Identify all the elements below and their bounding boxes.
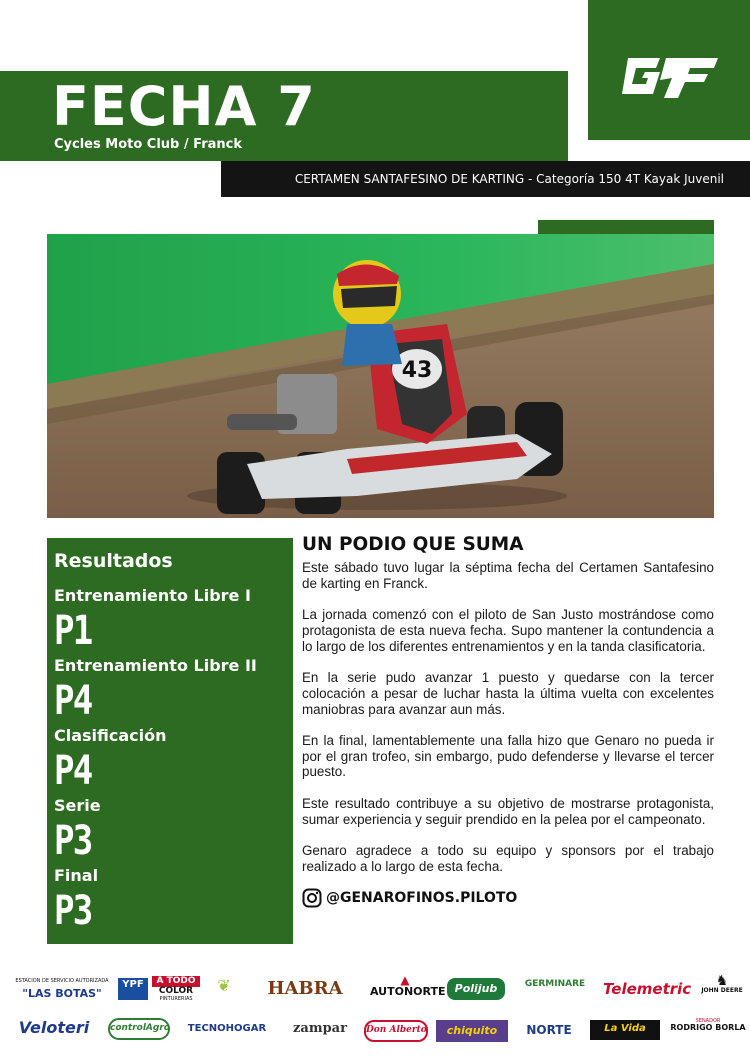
sponsor-rodrigo-borla-caption: SENADOR — [695, 1018, 721, 1024]
championship-info-text: CERTAMEN SANTAFESINO DE KARTING - Categoría 150 4T Kayak Juvenil — [294, 172, 724, 186]
sponsor-a-todo-color-line1: A TODO — [152, 976, 200, 987]
result-position: P1 — [54, 608, 92, 654]
sponsor-leaf-logo: ❦ — [217, 976, 231, 995]
sponsor-telemetric: Telemetric — [603, 980, 692, 998]
sponsor-chiquito: chiquito — [436, 1020, 508, 1042]
instagram-handle[interactable]: @GENAROFINOS.PILOTO — [326, 889, 518, 906]
article-paragraph: La jornada comenzó con el piloto de San Justo mostrándose como protagonista de esta nueva fecha. Supo mantener la contundencia a lo largo de los diferentes entrenamientos y en la tanda clasificatoria. — [302, 607, 714, 654]
sponsor-autonorte-name: AUTONORTE — [370, 985, 446, 998]
brand-logo-box — [588, 0, 750, 140]
sponsor-rodrigo-borla-name: RODRIGO BORLA — [670, 1023, 746, 1032]
sponsor-strip — [0, 968, 750, 1058]
sponsor-norte: NORTE — [526, 1023, 572, 1037]
article-headline: UN PODIO QUE SUMA — [302, 534, 524, 555]
sponsor-zampar: zampar — [293, 1021, 347, 1036]
sponsor-autonorte — [370, 973, 446, 998]
instagram-handle-row[interactable] — [302, 888, 714, 908]
kart-number: 43 — [401, 358, 433, 383]
sponsor-control-agro: controlAgro — [108, 1018, 170, 1040]
article-paragraph: Genaro agradece a todo su equipo y sponsors por el trabajo realizado a lo largo de esta fecha. — [302, 842, 714, 874]
sponsor-germinare: GERMINARE — [524, 979, 586, 989]
sponsor-veloteri: Veloteri — [18, 1018, 90, 1037]
sponsor-la-vida: La Vida — [590, 1020, 660, 1040]
result-label: Final — [54, 866, 99, 885]
article — [302, 534, 714, 908]
sponsor-a-todo-color-line3: PINTURERIAS — [159, 996, 193, 1002]
result-position: P4 — [54, 748, 92, 794]
sponsor-las-botas — [8, 978, 116, 1000]
sponsor-las-botas-caption: ESTACION DE SERVICIO AUTORIZADA — [15, 978, 109, 984]
instagram-icon — [302, 888, 322, 908]
sponsor-ypf: YPF — [118, 978, 148, 1000]
article-paragraph: Este sábado tuvo lugar la séptima fecha del Certamen Santafesino de karting en Franck. — [302, 560, 714, 591]
result-position: P3 — [54, 818, 92, 864]
article-paragraph: En la serie pudo avanzar 1 puesto y quedarse con la tercer colocación a pesar de luchar hasta la última vuelta con excelentes maniobras para avanzar aun más. — [302, 669, 714, 717]
result-label: Entrenamiento Libre I — [54, 586, 251, 605]
result-label: Entrenamiento Libre II — [54, 656, 257, 675]
championship-info-bar — [221, 161, 750, 197]
sponsor-john-deere — [698, 974, 746, 994]
sponsor-las-botas-name: "LAS BOTAS" — [22, 987, 102, 1000]
sponsor-rodrigo-borla — [670, 1018, 746, 1032]
gf-logo-icon — [620, 48, 720, 104]
sponsor-habra: HABRA — [267, 978, 343, 999]
result-label: Serie — [54, 796, 101, 815]
kart-photo-illustration — [47, 234, 714, 518]
result-position: P3 — [54, 888, 92, 934]
sponsor-don-alberto: Don Alberto — [364, 1020, 428, 1042]
deer-icon: ♞ — [715, 973, 729, 989]
event-subtitle: Cycles Moto Club / Franck — [54, 137, 242, 152]
race-photo — [47, 234, 714, 518]
sponsor-polijub: Polijub — [447, 978, 505, 1000]
sponsor-a-todo-color — [152, 976, 200, 1002]
article-paragraph: En la final, lamentablemente una falla hizo que Genaro no pueda ir por el gran trofeo, sin embargo, pudo defenderse y llevarse el tercer puesto. — [302, 732, 714, 780]
sponsor-autonorte-mark: ▲ — [400, 973, 410, 987]
article-paragraph: Este resultado contribuye a su objetivo de mostrarse protagonista, sumar experiencia y seguir prendido en la pelea por el campeonato. — [302, 795, 714, 827]
sponsor-a-todo-color-line2: COLOR — [158, 986, 194, 996]
result-position: P4 — [54, 678, 92, 724]
page-title: FECHA 7 — [52, 75, 316, 138]
results-heading: Resultados — [54, 550, 173, 572]
result-label: Clasificación — [54, 726, 167, 745]
sponsor-john-deere-name: JOHN DEERE — [701, 987, 743, 994]
sponsor-tecno-hogar: TECNOHOGAR — [187, 1023, 267, 1034]
results-panel — [47, 538, 293, 944]
